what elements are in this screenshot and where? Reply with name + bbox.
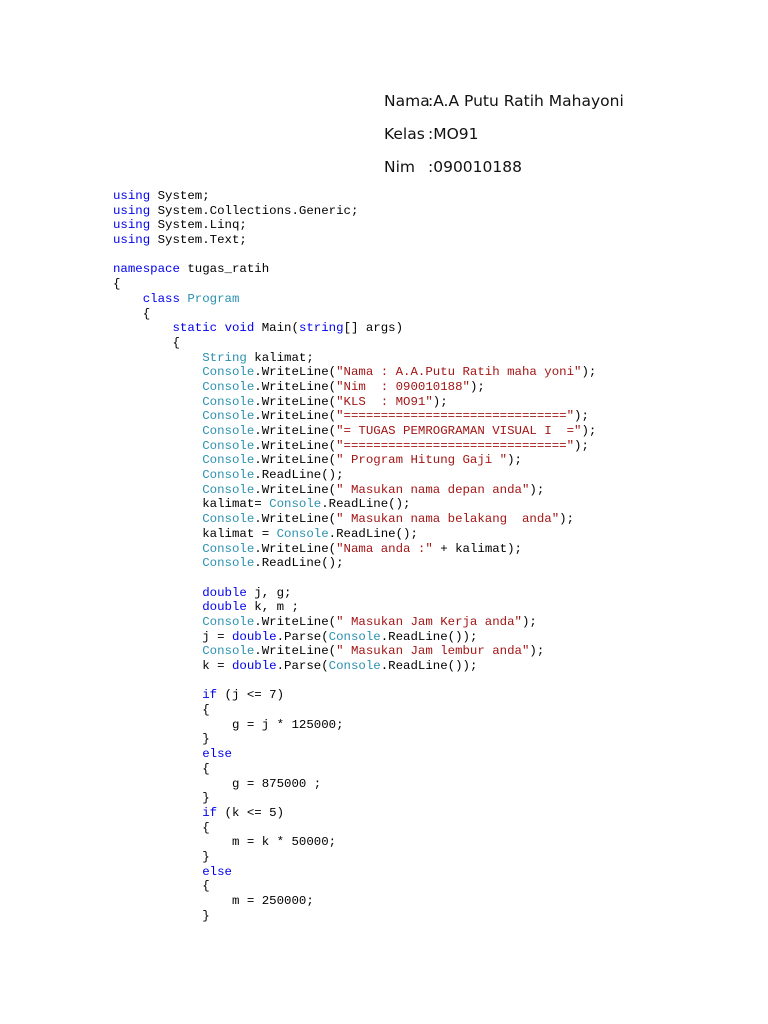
code-line <box>113 527 596 542</box>
code-type: Console <box>328 659 381 673</box>
code-text <box>113 806 202 820</box>
code-line <box>113 277 596 292</box>
code-text <box>217 321 224 335</box>
code-line <box>113 718 596 733</box>
code-type: Console <box>328 629 381 644</box>
code-text: .WriteLine( <box>254 644 337 659</box>
code-keyword: class <box>142 291 180 306</box>
code-type: Console <box>269 497 322 512</box>
code-type: Console <box>202 644 255 659</box>
code-keyword: using <box>113 218 151 233</box>
code-text: (j <= 7) <box>217 688 285 703</box>
code-type: Console <box>202 453 255 468</box>
code-text: { <box>113 761 210 776</box>
code-line <box>113 586 596 601</box>
code-line <box>113 732 596 747</box>
code-text: ); <box>581 365 597 380</box>
code-text: k, m ; <box>246 600 299 615</box>
code-text: System.Linq; <box>150 218 247 233</box>
code-line <box>113 777 596 792</box>
code-keyword: void <box>224 321 255 336</box>
code-text: kalimat; <box>246 350 314 365</box>
code-listing <box>113 189 596 923</box>
code-keyword: if <box>202 805 218 820</box>
code-line <box>113 468 596 483</box>
code-keyword: else <box>202 864 232 879</box>
code-line <box>113 233 596 248</box>
code-line <box>113 204 596 219</box>
code-text: { <box>113 879 210 894</box>
student-info-header <box>384 92 624 191</box>
code-text: { <box>113 820 210 835</box>
code-keyword: double <box>231 659 277 673</box>
code-text: .WriteLine( <box>254 365 337 380</box>
code-text: .WriteLine( <box>254 512 337 527</box>
code-text: .WriteLine( <box>254 438 337 453</box>
code-text <box>113 586 202 600</box>
code-text: ); <box>507 453 522 468</box>
code-string: "Nim : 090010188" <box>336 379 470 394</box>
code-keyword: else <box>202 747 232 762</box>
code-text: { <box>113 335 180 350</box>
code-text: .WriteLine( <box>254 541 337 556</box>
code-line <box>113 879 596 894</box>
code-text: System; <box>150 189 210 203</box>
code-text: .ReadLine()); <box>380 659 478 673</box>
code-text: .ReadLine()); <box>380 629 478 644</box>
code-text <box>113 321 173 335</box>
code-text: { <box>113 703 210 718</box>
code-keyword: using <box>113 233 151 248</box>
code-text <box>113 615 202 629</box>
code-line <box>113 262 596 277</box>
code-line <box>113 688 596 703</box>
code-text: { <box>113 306 151 321</box>
code-line <box>113 791 596 806</box>
code-line <box>113 821 596 836</box>
code-text: .WriteLine( <box>254 453 337 468</box>
code-text <box>113 453 202 467</box>
code-string: " Masukan Jam Kerja anda" <box>336 614 522 629</box>
code-string: "= TUGAS PEMROGRAMAN VISUAL I =" <box>336 424 582 438</box>
code-text: System.Text; <box>150 233 247 248</box>
code-line <box>113 674 596 689</box>
code-text: .WriteLine( <box>254 394 337 409</box>
code-string: "KLS : MO91" <box>336 394 433 409</box>
code-line <box>113 307 596 322</box>
code-string: " Masukan Jam lembur anda" <box>336 644 530 659</box>
code-text: Main( <box>254 321 299 336</box>
code-keyword: if <box>202 688 218 703</box>
code-line <box>113 365 596 380</box>
code-text: j, g; <box>246 585 292 600</box>
code-line <box>113 835 596 850</box>
code-line <box>113 747 596 762</box>
code-text <box>113 424 202 438</box>
nim-label: Nim <box>384 158 415 176</box>
code-text <box>113 483 202 497</box>
code-text: tugas_ratih <box>179 262 270 277</box>
code-line <box>113 321 596 336</box>
code-line <box>113 600 596 615</box>
code-text <box>113 380 202 394</box>
code-text <box>113 512 202 526</box>
code-text: .WriteLine( <box>254 409 337 424</box>
code-line <box>113 556 596 571</box>
code-text: ); <box>574 409 589 424</box>
code-line <box>113 615 596 630</box>
code-text: kalimat = <box>113 526 277 541</box>
code-text: .WriteLine( <box>254 482 337 497</box>
code-line <box>113 424 596 439</box>
code-text <box>113 747 202 761</box>
code-text: g = 875000 ; <box>113 776 322 791</box>
code-line <box>113 659 596 674</box>
kelas-row <box>384 125 624 158</box>
code-string: "==============================" <box>336 409 575 424</box>
nim-value: :090010188 <box>428 158 522 176</box>
code-type: Console <box>202 409 255 424</box>
code-text: .WriteLine( <box>254 614 337 629</box>
kelas-label: Kelas <box>384 125 425 143</box>
code-text: k = <box>113 659 232 673</box>
code-text: ); <box>559 512 575 527</box>
code-text <box>113 688 202 702</box>
code-string: " Program Hitung Gaji " <box>336 453 508 468</box>
code-text: .ReadLine(); <box>321 497 411 512</box>
code-text: ); <box>432 394 448 409</box>
code-text <box>113 556 202 570</box>
code-keyword: double <box>202 600 247 615</box>
code-text: (k <= 5) <box>217 805 285 820</box>
code-text <box>113 365 202 379</box>
code-text: } <box>113 908 210 923</box>
code-text: j = <box>113 629 232 644</box>
code-text: [] args) <box>343 321 404 336</box>
code-type: Console <box>202 512 255 527</box>
code-type: Console <box>202 365 255 380</box>
code-line <box>113 497 596 512</box>
code-text: .ReadLine(); <box>328 526 418 541</box>
code-line <box>113 409 596 424</box>
code-text: ); <box>529 644 545 659</box>
code-text: .ReadLine(); <box>254 556 344 571</box>
code-text: ); <box>581 424 597 438</box>
code-line <box>113 571 596 586</box>
code-text: g = j * 125000; <box>113 717 344 732</box>
code-text: .WriteLine( <box>254 379 337 394</box>
code-line <box>113 630 596 645</box>
code-text: } <box>113 732 210 747</box>
code-text <box>113 351 202 365</box>
code-line <box>113 806 596 821</box>
code-keyword: double <box>202 585 247 600</box>
code-text: .WriteLine( <box>254 424 337 438</box>
nama-value: :A.A Putu Ratih Mahayoni <box>428 92 624 110</box>
code-text <box>113 468 202 482</box>
code-text <box>113 542 202 556</box>
code-line <box>113 439 596 454</box>
code-line <box>113 703 596 718</box>
code-type: Console <box>202 424 255 438</box>
code-line <box>113 542 596 557</box>
code-line <box>113 644 596 659</box>
code-line <box>113 218 596 233</box>
code-keyword: using <box>113 203 151 218</box>
nama-row <box>384 92 624 125</box>
code-type: Console <box>202 541 255 556</box>
code-line <box>113 894 596 909</box>
code-line <box>113 336 596 351</box>
code-type: Console <box>202 556 255 571</box>
code-text <box>113 395 202 409</box>
code-text: .ReadLine(); <box>254 468 344 483</box>
code-text: m = k * 50000; <box>113 835 337 850</box>
code-text <box>113 865 202 879</box>
code-text <box>113 292 143 306</box>
code-line <box>113 351 596 366</box>
code-text: .Parse( <box>276 659 329 673</box>
code-line <box>113 512 596 527</box>
kelas-value: :MO91 <box>428 125 479 143</box>
code-string: "Nama : A.A.Putu Ratih maha yoni" <box>336 365 582 380</box>
code-text: ); <box>469 379 485 394</box>
code-type: Console <box>202 394 255 409</box>
code-text: System.Collections.Generic; <box>150 203 359 218</box>
code-type: Console <box>276 526 329 541</box>
code-type: Console <box>202 614 255 629</box>
code-line <box>113 248 596 263</box>
code-line <box>113 189 596 204</box>
code-text: ); <box>574 438 589 453</box>
code-keyword: string <box>298 321 344 336</box>
code-line <box>113 453 596 468</box>
code-type: Program <box>187 291 240 306</box>
code-text: kalimat= <box>113 497 270 512</box>
code-text: } <box>113 791 210 806</box>
code-line <box>113 483 596 498</box>
code-line <box>113 380 596 395</box>
code-string: "==============================" <box>336 438 575 453</box>
code-line <box>113 762 596 777</box>
code-type: Console <box>202 468 255 483</box>
code-text <box>113 409 202 423</box>
code-text: { <box>113 277 121 292</box>
code-line <box>113 909 596 924</box>
code-string: " Masukan nama depan anda" <box>336 482 530 497</box>
code-type: Console <box>202 438 255 453</box>
code-type: String <box>202 350 247 365</box>
code-text: } <box>113 849 210 864</box>
code-line <box>113 850 596 865</box>
code-text: ); <box>521 614 537 629</box>
code-keyword: double <box>231 629 277 644</box>
code-type: Console <box>202 482 255 497</box>
code-keyword: using <box>113 189 151 203</box>
code-text: .Parse( <box>276 629 329 644</box>
code-text: m = 250000; <box>113 894 314 908</box>
code-type: Console <box>202 379 255 394</box>
code-line <box>113 865 596 880</box>
nim-row <box>384 158 624 191</box>
code-keyword: static <box>172 321 218 336</box>
code-line <box>113 292 596 307</box>
code-text: + kalimat); <box>432 541 522 556</box>
code-string: " Masukan nama belakang anda" <box>336 512 560 527</box>
code-text <box>113 600 202 614</box>
code-keyword: namespace <box>113 262 180 277</box>
code-text: ); <box>529 482 545 497</box>
code-text <box>113 644 202 658</box>
code-string: "Nama anda :" <box>336 541 433 556</box>
code-line <box>113 395 596 410</box>
nama-label: Nama <box>384 92 430 110</box>
code-text <box>113 439 202 453</box>
